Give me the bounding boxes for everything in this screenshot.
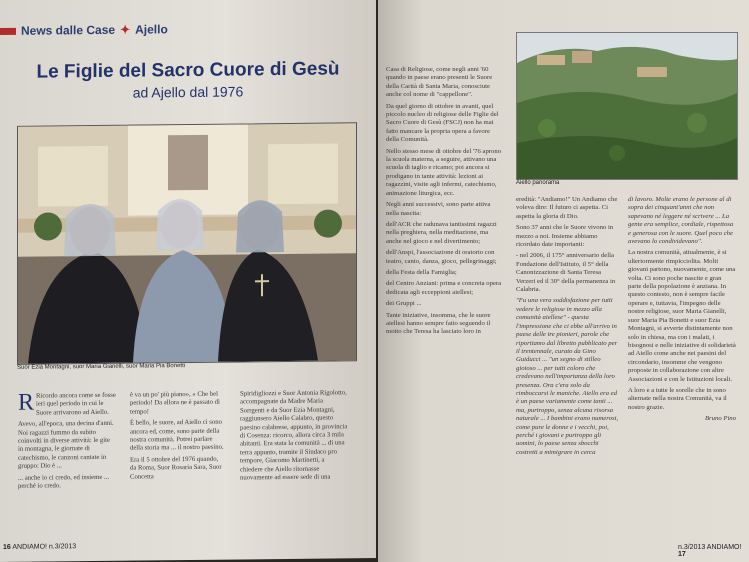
list-item: dell'Anspi, l'associazione di oratorio con teatro, canto, danza, gioco, pellegrinaggi; — [386, 249, 497, 265]
paragraph: ... anche io ci credo, ed insieme ... perché io credo. — [18, 473, 109, 490]
list-item: della Festa della Famiglia; — [386, 268, 457, 276]
article-title: Le Figlie del Sacro Cuore di Gesù — [36, 58, 340, 83]
paragraph: È bello, le suore, ad Aiello ci sono ancora ed, come, sono parte della nostra comunità. Potrei parlare della storia ma ... il nostro paesino. — [130, 418, 224, 453]
section-label: News dalle Case — [21, 22, 116, 38]
paragraph: eredità: "Andiamo!" Un Andiamo che voleva dire: Il futuro ci aspetta. Ci aspetta la gloria di Dio. — [516, 196, 618, 220]
paragraph: è va un po' più piano», « Che bel periodo! Da allora ne è passato di tempo! — [130, 390, 220, 416]
paragraph: R Ricordo ancora come se fosse ieri quel periodo in cui le Suore arrivarono ad Aiello. — [18, 389, 116, 417]
magazine-label: n.3/2013 ANDIAMO! — [678, 544, 742, 551]
quote-paragraph: "Fu una vera soddisfazione per tutti vedere le religiose in mezzo alla comunità aiellese" - questa l'impressione che ci ebbe all'arrivo in paese delle tre pionieri, parole che riportiamo dal libretto pubblicato per il trentennale, curato da Gino Guiducci ... "un segno di stilleo gioioso ... per tutti coloro che credevano nell'importanza della loro presenza. Ora c'era solo da rimboccarsi le maniche. Aiello era ed è un paese variamente come tanti ... ma, purtroppo, senza alcuna risorsa naturale ... I bambini erano numerosi, come pure le donne e i vecchi, poi, perché i giovani e purtroppo gli uomini, lo paese senza sbocchi costretti a mimigrare in cerca — [516, 297, 619, 456]
paragraph: Negli anni successivi, sono parte attiva nella nascita: — [386, 201, 491, 217]
nuns-photo-illustration — [18, 123, 356, 364]
paragraph: Nello stesso mese di ottobre del '76 aprono la scuola materna, a seguire, attivano una scuola di taglio e ricamo; poi ancora si prodigano in tante attività: lezioni ai ragazzini, visite agli infermi, catechismo, animazione liturgica, ecc. — [386, 147, 502, 197]
quote-paragraph: di lavoro. Molte erano le persone al di sopra dei cinquant'anni che non sapevano né leggere né scrivere ... La gente era semplice, cordiale, rispettosa e generosa con le suore. Quel poco che avevano lo condividevano". — [628, 196, 734, 246]
right-footer — [678, 544, 749, 558]
nuns-photo — [17, 122, 357, 365]
left-column-1 — [18, 389, 116, 494]
drop-cap: R — [18, 389, 35, 416]
photo-caption: Suor Ezia Montagni, suor Maria Gianelli, suor Maria Pia Bonetti — [17, 363, 186, 371]
paragraph: Da quel giorno di ottobre in avanti, quel piccolo nucleo di religiose delle Figlie del Sacro Cuore di Gesù (FSCJ) non ha mai fatto mancare la propria opera a favore della Comunità. — [386, 102, 499, 144]
paragraph: Avevo, all'epoca, una decina d'anni. Noi ragazzi fummo da subito coinvolti in diverse attività: le gite in montagna, le giornate di catechismo, le canzoni cantate in gruppo: Dio è ... — [18, 420, 114, 471]
magazine-label: ANDIAMO! n.3/2013 — [12, 543, 77, 551]
left-footer — [3, 543, 76, 551]
list-item: dell'ACR che radunava tantissimi ragazzi nella preghiera, nella meditazione, ma anche nel gioco e nel divertimento; — [386, 220, 497, 245]
left-column-3 — [240, 389, 348, 486]
paragraph: Casa di Religiose, come negli anni '60 quando in paese erano presenti le Suore della Carità di Santa Maria, conosciute anche col nome di "cappellone". — [386, 66, 493, 99]
right-column-1 — [386, 66, 504, 340]
paragraph: Spiridigliozzi e Suor Antonia Rigolotto, accompagnate da Madre Maria Sorrgenti e da Suor Ezia Montagni, raggiunsero Aiello Calabro, questo paesino calabrese, appunto, in provincia di Cosenza: ricorco, allora circa 3 mila abitanti. Era stata la comunità ... di una terra appunto, tramite il Sindaco pro tempore, Giacomo Martinetti, a chiedere che Aiello ritornasse nuovamente ad essere sede di una — [240, 389, 348, 482]
paragraph: La nostra comunità, attualmente, è si ulteriormente rimpicciolita. Molti giovani partono, nuovamente, come una volta. Ci sono poche nascite e gran parte della popolazione è anziana. In questo contesto, non è sempre facile operare e, tuttavia, l'impegno delle nostre religiose, suor Maria Gianelli, suor Maria Pia Bonetti e suor Ezia Montagni, si avverte distintamente non solo in chiesa, ma con i malati, i bisognosi e nelle iniziative di solidarietà ad Aiello come anche nei paesini del circondario, insomme che vengono proposte in collaborazione con altre Associazioni e con le Istituzioni locali. — [628, 249, 736, 383]
page-number: 17 — [678, 551, 686, 558]
paragraph: Era il 5 ottobre del 1976 quando, da Roma, Suor Rosaria Sara, Suor Concetta — [130, 455, 222, 481]
right-column-3 — [628, 196, 736, 427]
paragraph: Sono 37 anni che le Suore vivono in mezzo a noi. Insieme abbiamo ricordato date importanti: — [516, 224, 614, 249]
list-item: del Centro Anziani: prima e concreta opera dedicata agli ecceppioni aiellesi; — [386, 280, 502, 296]
section-kicker — [0, 22, 168, 38]
subsection-label: Ajello — [135, 22, 168, 37]
author-signature: Bruno Pino — [704, 415, 736, 423]
right-page — [378, 0, 749, 562]
page-number: 16 — [3, 543, 11, 551]
list-item: dei Gruppi ... — [386, 300, 422, 308]
right-column-2 — [516, 196, 620, 460]
paragraph: - nel 2006, il 175° anniversario della Fondazione dell'Istituto, il 5° della Canonizzazione di Santa Teresa Verzeri ed il 30° della permanenza in Calabria. — [516, 252, 616, 294]
section-marker — [0, 27, 16, 34]
diamond-icon: ✦ — [120, 22, 131, 37]
panorama-illustration — [517, 33, 737, 179]
panorama-caption: Aiello panorama — [516, 180, 560, 186]
paragraph: Tante iniziative, insomma, che le suore aiellesi hanno sempre fatto seguendo il motto che Teresa ha lasciato loro in — [386, 311, 491, 336]
article-subtitle: ad Ajello dal 1976 — [132, 83, 244, 101]
left-column-2 — [130, 391, 226, 485]
paragraph: A loro e a tutte le sorelle che in sono alternate nella nostra Comunità, va il nostro grazie. — [628, 386, 727, 411]
aiello-panorama-photo — [516, 32, 738, 180]
